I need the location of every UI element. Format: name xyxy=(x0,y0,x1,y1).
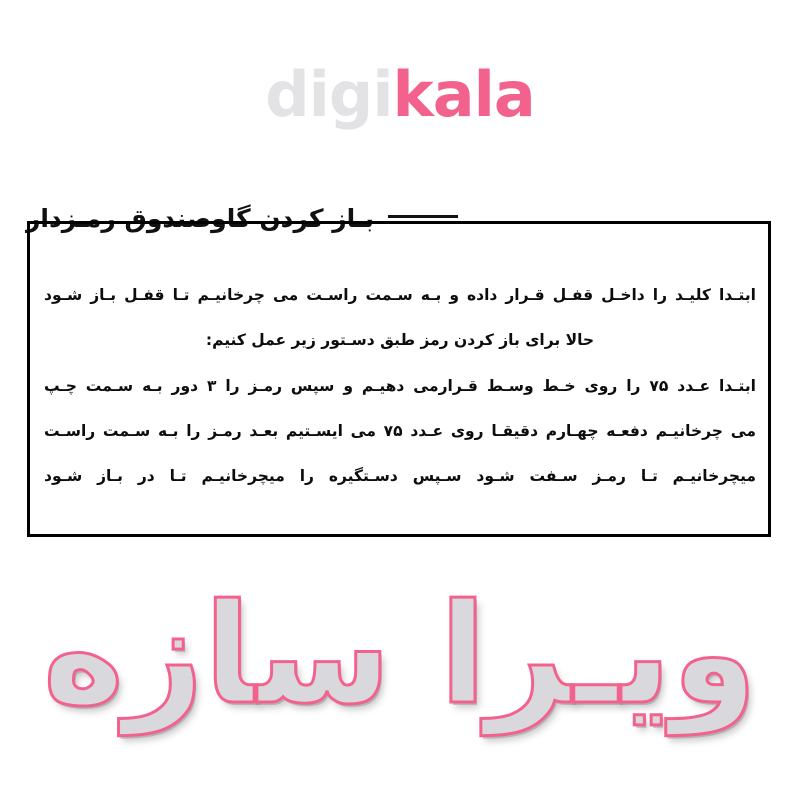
instructions-list xyxy=(44,262,756,512)
instruction-line: ابتـدا عـدد ۷۵ را روی خـط وسـط قـرارمی دهیـم و سپس رمـز را ۳ دور بـه سـمت چـپ xyxy=(44,376,756,395)
watermark xyxy=(0,540,800,770)
logo-text-digi: digi xyxy=(265,58,393,131)
watermark-text: ویـرا سازه xyxy=(42,574,758,735)
instruction-line: میچرخانیـم تـا رمـز سـفت شـود سـپس دسـتگیره را میچرخانیـم تـا در بـاز شـود xyxy=(44,467,756,485)
logo-text-kala: kala xyxy=(392,58,535,131)
instruction-line: می چرخانیـم دفعـه چهـارم دقیقـا روی عـدد ۷۵ می ایسـتیم بعـد رمـز را بـه سـمت راسـت xyxy=(44,421,756,440)
instruction-line: ابتـدا کلیـد را داخـل قفـل قـرار داده و بـه سـمت راسـت می چرخانیـم تـا قفـل بـاز شـود xyxy=(44,286,756,304)
digikala-logo xyxy=(0,58,800,131)
title-divider xyxy=(388,215,458,218)
page-title: بـاز کردن گاوصندوق رمـزدار xyxy=(26,203,374,233)
instruction-line: حالا برای باز کردن رمز طبق دسـتور زیر عمل کنیم: xyxy=(205,331,595,350)
